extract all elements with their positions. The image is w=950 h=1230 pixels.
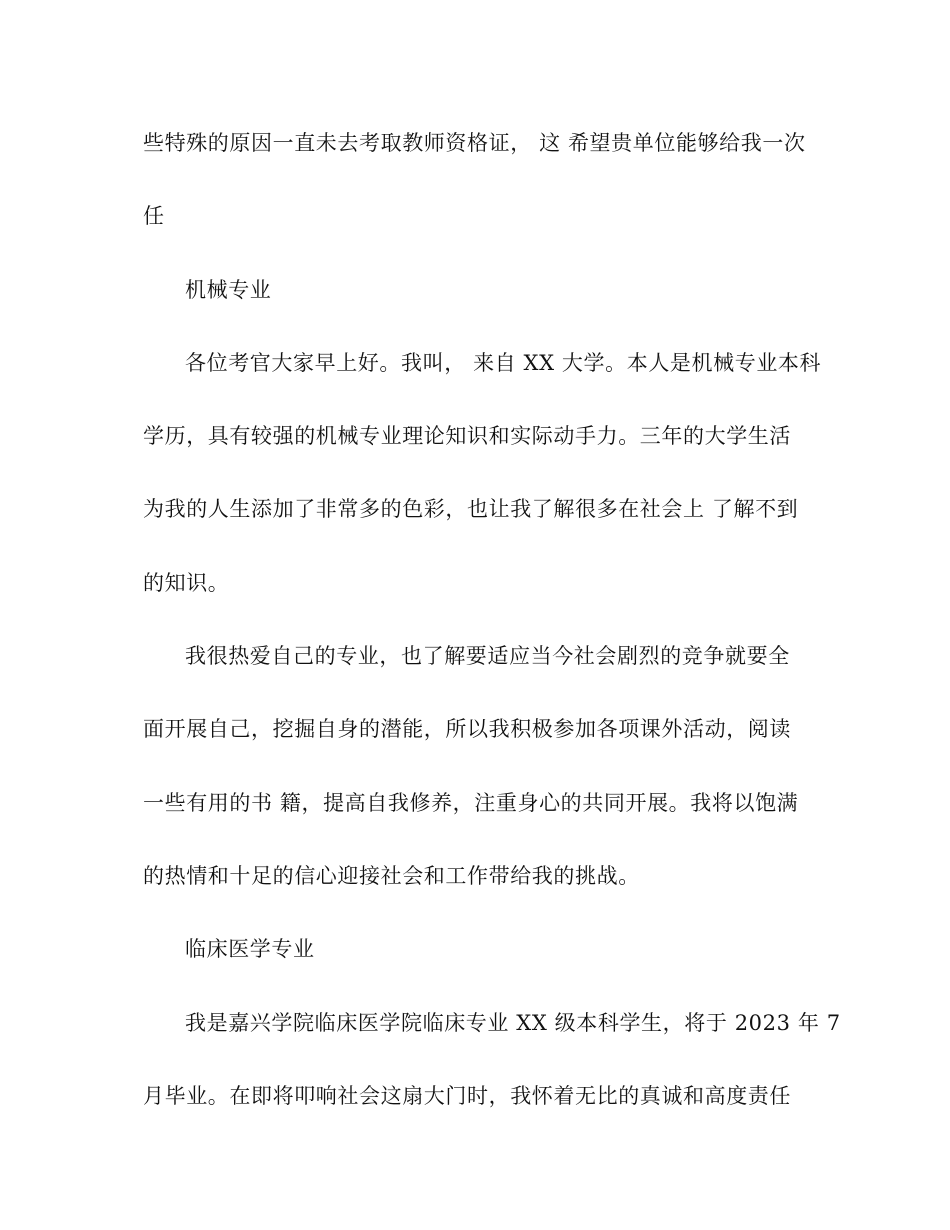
text-line: 些特殊的原因一直未去考取教师资格证， 这 希望贵单位能够给我一次 (143, 131, 806, 155)
text-line: 机械专业 (185, 277, 272, 302)
text-line: 我很热爱自己的专业，也了解要适应当今社会剧烈的竞争就要全 (185, 644, 790, 669)
text-line: 为我的人生添加了非常多的色彩，也让我了解很多在社会上 了解不到 (143, 497, 799, 522)
text-line: 学历，具有较强的机械专业理论知识和实际动手力。三年的大学生活 (143, 424, 791, 449)
document-body (143, 120, 841, 1146)
text-line: 月毕业。在即将叩响社会这扇大门时，我怀着无比的真诚和高度责任 (143, 1083, 791, 1108)
text-line: 一些有用的书 籍，提高自我修养，注重身心的共同开展。我将以饱满 (143, 790, 799, 815)
text-line: 的知识。 (143, 570, 230, 595)
text-line: 临床医学专业 (185, 937, 315, 962)
text-line: 任 (143, 204, 165, 229)
text-line: 的热情和十足的信心迎接社会和工作带给我的挑战。 (143, 863, 640, 888)
text-line: 各位考官大家早上好。我叫， 来自 XX 大学。本人是机械专业本科 (185, 350, 822, 375)
text-line: 我是嘉兴学院临床医学院临床专业 XX 级本科学生，将于 2023 年 7 (185, 1010, 841, 1035)
text-line: 面开展自己，挖掘自身的潜能，所以我积极参加各项课外活动，阅读 (143, 717, 791, 742)
